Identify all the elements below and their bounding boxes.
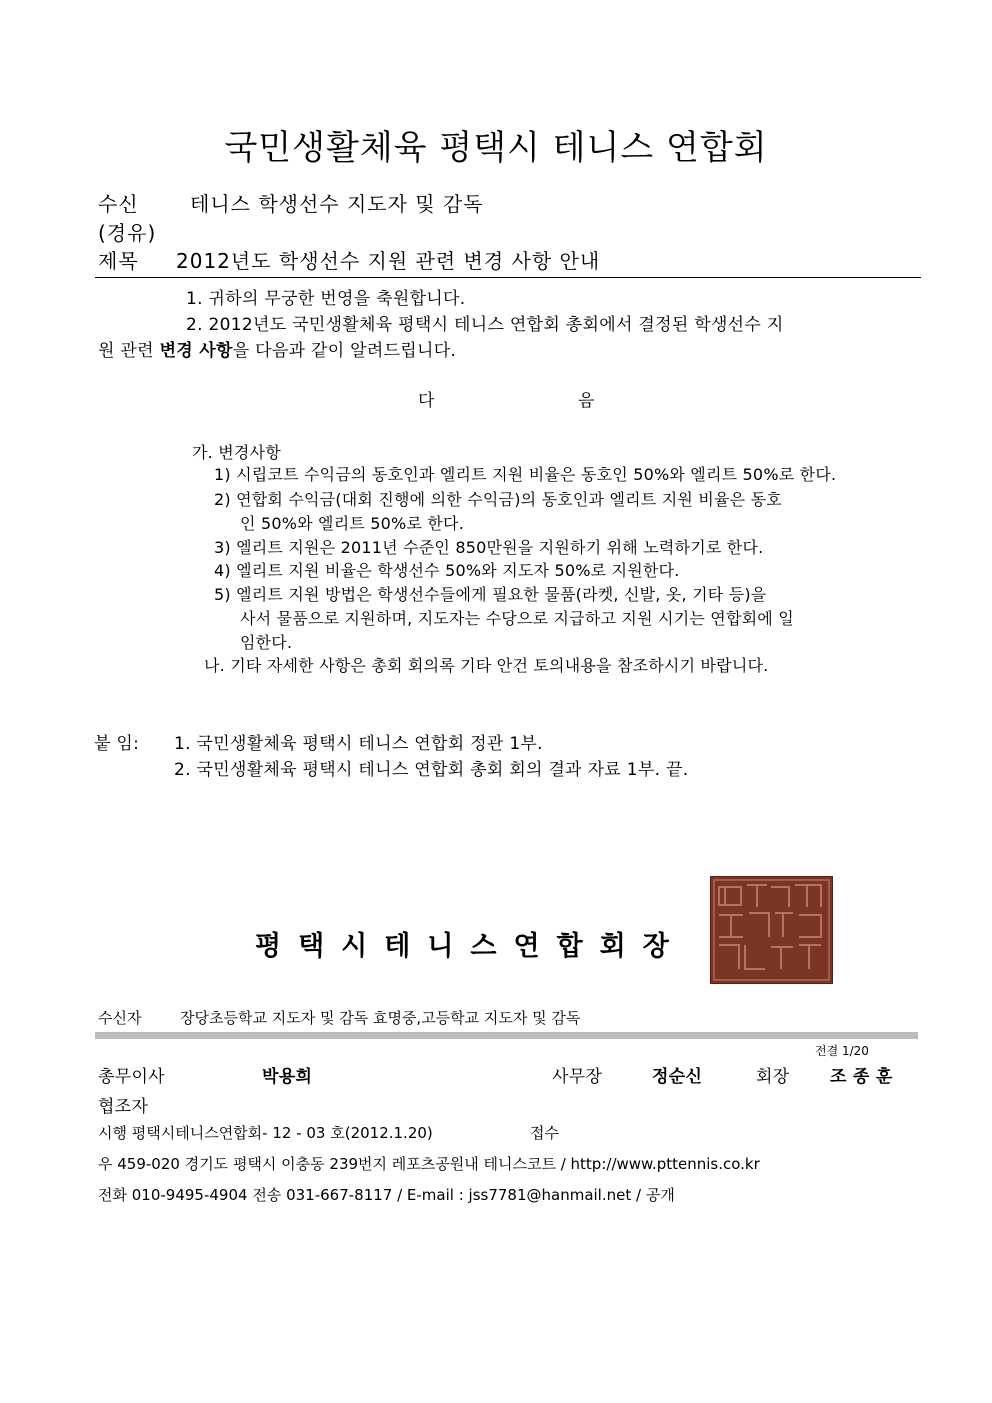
- secretary-name: 정순신: [652, 1067, 703, 1087]
- director-label: 총무이사: [98, 1067, 165, 1087]
- subject-label: 제목: [98, 249, 139, 273]
- footer-divider-bar: [95, 1032, 918, 1039]
- director-name: 박용희: [262, 1067, 313, 1087]
- header-divider: [95, 277, 921, 278]
- changes-heading: 가. 변경사항: [192, 443, 281, 462]
- other-note: 나. 기타 자세한 사항은 총회 회의록 기타 안건 토의내용을 참조하시기 바랍니다.: [204, 656, 769, 675]
- para-notice-emphasis: 변경 사항: [159, 341, 233, 361]
- via-label: (경유): [98, 221, 157, 245]
- change-item-1: 1) 시립코트 수익금의 동호인과 엘리트 지원 비율은 동호인 50%와 엘리트 50%로 한다.: [214, 465, 837, 484]
- change-item-2-line1: 2) 연합회 수익금(대회 진행에 의한 수익금)의 동호인과 엘리트 지원 비율은 동호: [214, 490, 782, 509]
- attachments-label: 붙 임:: [94, 734, 140, 754]
- change-item-5-line1: 5) 엘리트 지원 방법은 학생선수들에게 필요한 물품(라켓, 신발, 옷, 기타 등)을: [214, 585, 767, 604]
- recipient-label: 수신: [98, 192, 139, 216]
- contact-line: 전화 010-9495-4904 전송 031-667-8117 / E-mail : jss7781@hanmail.net / 공개: [98, 1186, 675, 1204]
- recipients-label: 수신자: [98, 1009, 142, 1027]
- change-item-3: 3) 엘리트 지원은 2011년 수준인 850만원을 지원하기 위해 노력하기로 한다.: [214, 538, 764, 557]
- receipt-label: 접수: [530, 1124, 559, 1142]
- seal-pattern-icon: [711, 877, 832, 983]
- president-name: 조 종 훈: [830, 1067, 893, 1087]
- document-title: 국민생활체육 평택시 테니스 연합회: [224, 128, 768, 168]
- eum-heading: 음: [578, 391, 595, 411]
- para-greeting: 1. 귀하의 무궁한 번영을 축원합니다.: [186, 289, 466, 309]
- change-item-5-line2: 사서 물품으로 지원하며, 지도자는 수당으로 지급하고 지원 시기는 연합회에 일: [240, 609, 794, 628]
- recipients-value: 장당초등학교 지도자 및 감독 효명중,고등학교 지도자 및 감독: [180, 1009, 581, 1027]
- subject-value: 2012년도 학생선수 지원 관련 변경 사항 안내: [176, 249, 601, 273]
- enforcement-number: 시행 평택시테니스연합회- 12 - 03 호(2012.1.20): [98, 1124, 433, 1142]
- change-item-2-line2: 인 50%와 엘리트 50%로 한다.: [240, 514, 465, 533]
- para-notice-line2: [98, 336, 456, 361]
- da-heading: 다: [418, 391, 435, 411]
- secretary-label: 사무장: [552, 1067, 603, 1087]
- approval-note: 전결 1/20: [815, 1044, 869, 1058]
- para-notice-line2-start: 원 관련: [98, 341, 160, 361]
- cooperator-label: 협조자: [98, 1097, 149, 1117]
- signature-name: 평택시테니스연합회장: [255, 931, 686, 962]
- address-line: 우 459-020 경기도 평택시 이충동 239번지 레포츠공원내 테니스코트 / http://www.pttennis.co.kr: [98, 1155, 760, 1173]
- attachment-2: 2. 국민생활체육 평택시 테니스 연합회 총회 회의 결과 자료 1부. 끝.: [174, 760, 689, 780]
- change-item-5-line3: 임한다.: [240, 633, 293, 652]
- para-notice-line1: 2. 2012년도 국민생활체육 평택시 테니스 연합회 총회에서 결정된 학생선수 지: [186, 315, 784, 335]
- official-seal: [710, 876, 833, 984]
- president-label: 회장: [756, 1067, 790, 1087]
- change-item-4: 4) 엘리트 지원 비율은 학생선수 50%와 지도자 50%로 지원한다.: [214, 561, 680, 580]
- recipient-value: 테니스 학생선수 지도자 및 감독: [190, 192, 484, 216]
- attachment-1: 1. 국민생활체육 평택시 테니스 연합회 정관 1부.: [174, 734, 543, 754]
- para-notice-line2-end: 을 다음과 같이 알려드립니다.: [232, 341, 457, 361]
